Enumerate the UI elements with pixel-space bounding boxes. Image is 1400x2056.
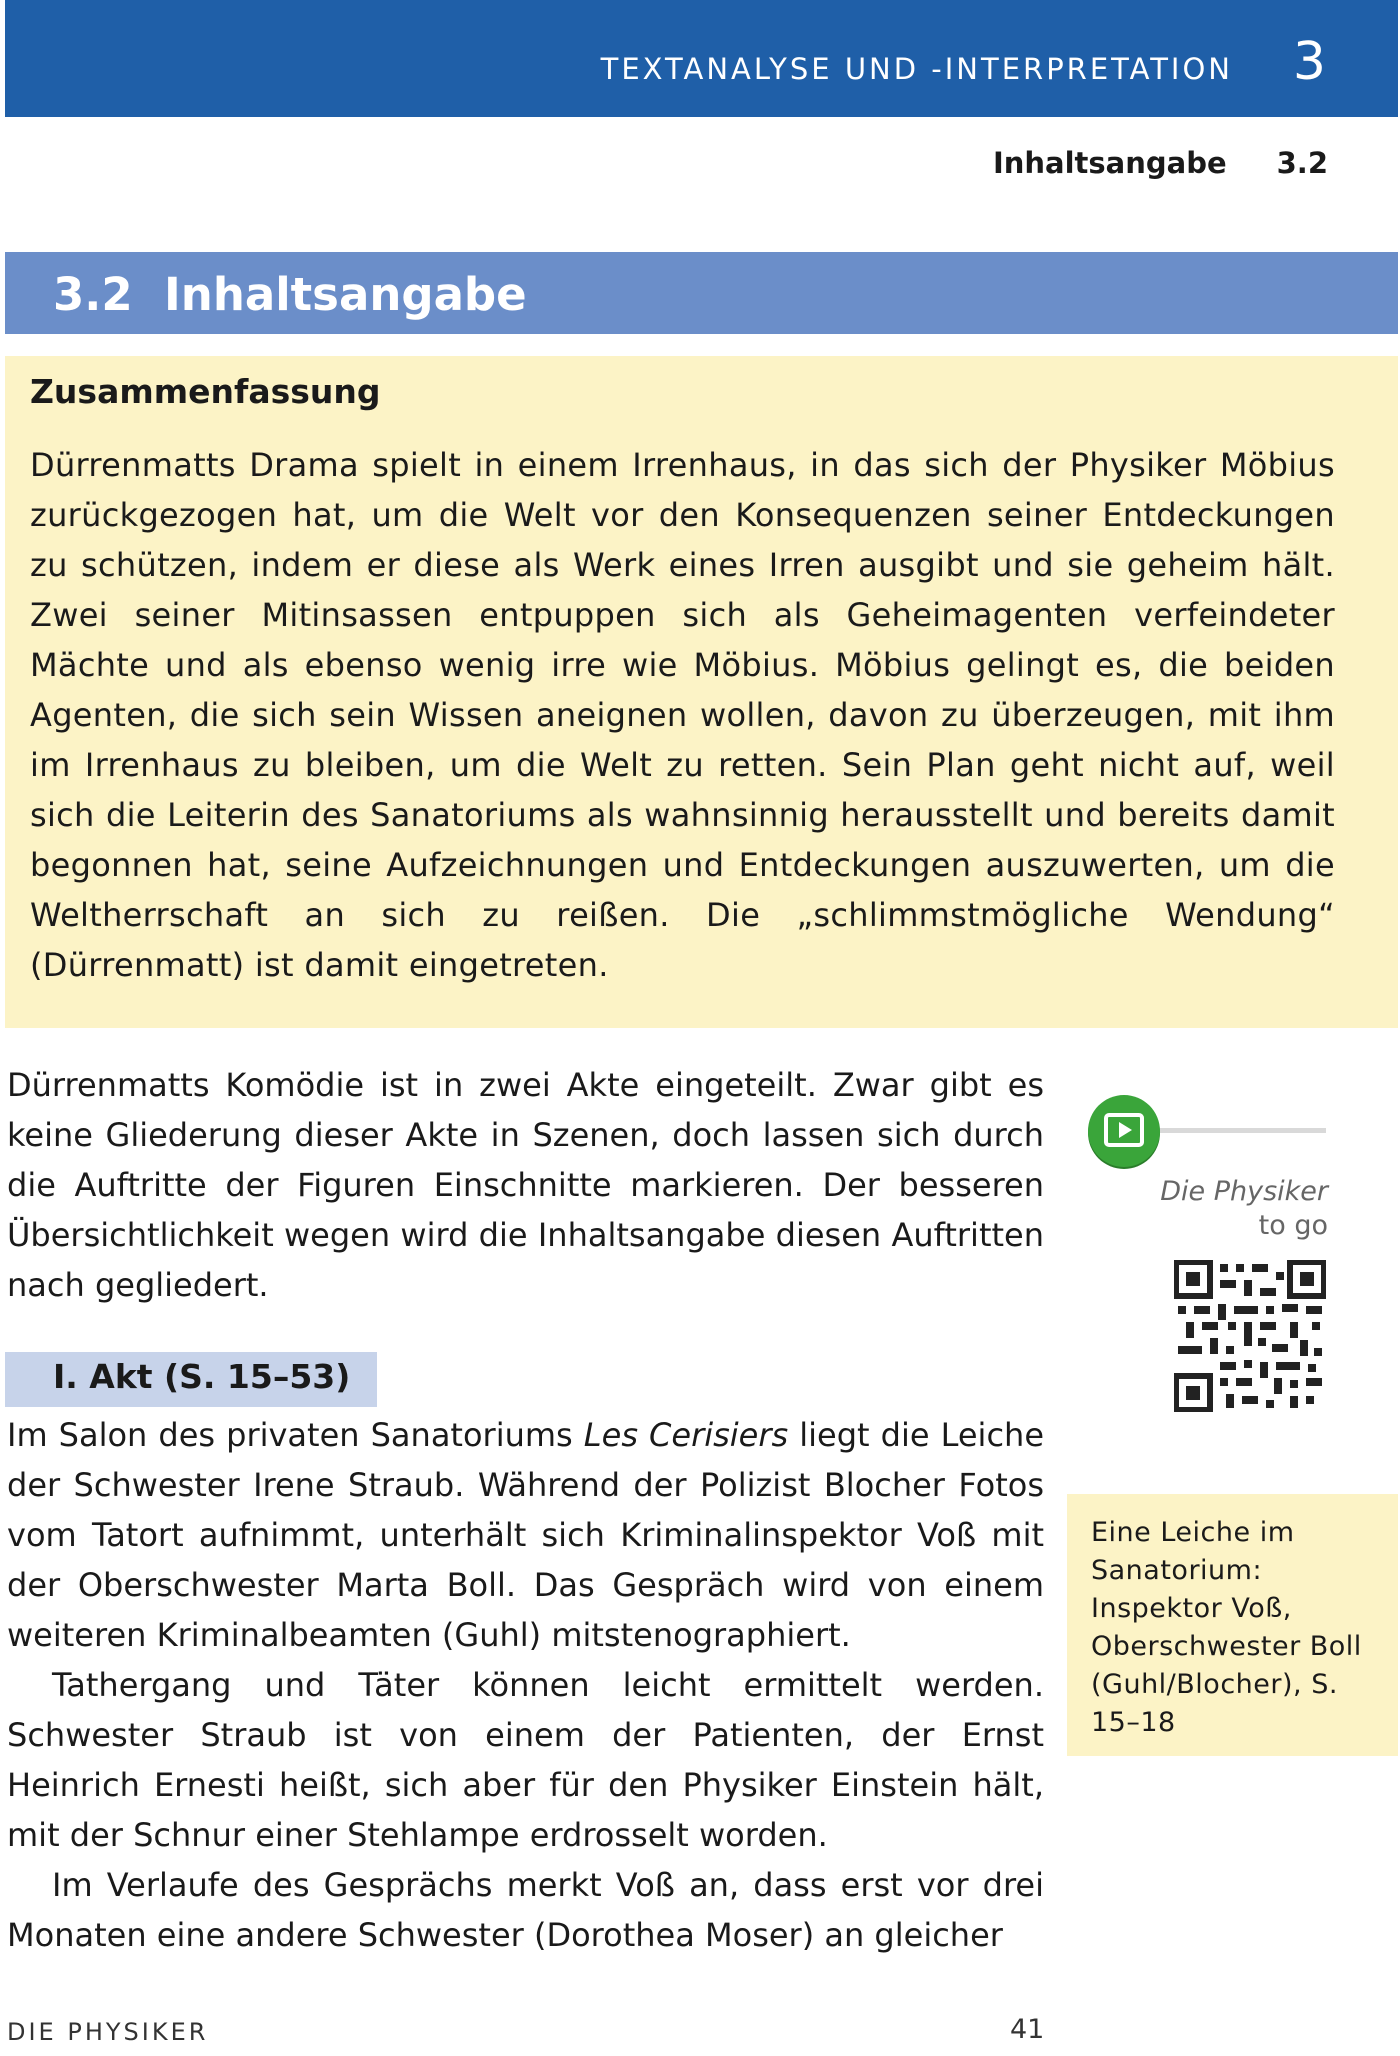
media-title-sub: to go — [1258, 1210, 1328, 1241]
intro-paragraph: Dürrenmatts Komödie ist in zwei Akte eingeteilt. Zwar gibt es keine Gliederung dieser Akte in Szenen, doch lassen sich durch die Auftritte der Figuren Einschnitte markieren. Der besseren Übersichtlichkeit wegen wird die Inhaltsangabe diesen Auftritten nach gegliedert. — [7, 1066, 1044, 1304]
chapter-number: 3 — [1292, 32, 1326, 92]
section-heading-bar — [5, 252, 1398, 334]
running-head — [993, 146, 1328, 180]
act-heading-bar — [5, 1352, 377, 1407]
act-paragraph-2: Tathergang und Täter können leicht ermittelt werden. Schwester Straub ist von einem der Patienten, der Ernst Heinrich Ernesti heißt, sich aber für den Physiker Einstein hält, mit der Schnur einer Stehlampe erdrosselt worden. — [7, 1666, 1044, 1854]
act-text — [7, 1410, 1044, 1960]
play-button[interactable] — [1088, 1095, 1160, 1167]
margin-note — [1067, 1494, 1398, 1756]
act-heading: I. Akt (S. 15–53) — [53, 1357, 351, 1396]
progress-line — [1160, 1128, 1326, 1133]
chapter-header-bar — [5, 0, 1398, 117]
summary-title: Zusammenfassung — [30, 372, 381, 411]
media-title-main: Die Physiker — [1160, 1176, 1328, 1207]
running-title: Inhaltsangabe — [992, 146, 1227, 180]
section-heading: 3.2 Inhaltsangabe — [53, 268, 527, 321]
video-link[interactable] — [1088, 1095, 1328, 1415]
summary-box — [5, 356, 1398, 1028]
running-number: 3.2 — [1276, 146, 1328, 180]
chapter-title: TEXTANALYSE UND -INTERPRETATION — [600, 52, 1233, 86]
qr-code-icon[interactable] — [1174, 1260, 1326, 1412]
play-video-icon — [1104, 1113, 1144, 1147]
margin-note-text: Eine Leiche im Sanatorium: Inspektor Voß, Oberschwester Boll (Guhl/Blocher), S. 15–18 — [1091, 1517, 1362, 1738]
sanatorium-name: Les Cerisiers — [583, 1416, 789, 1454]
act-paragraph-3: Im Verlaufe des Gesprächs merkt Voß an, dass erst vor drei Monaten eine andere Schwester (Dorothea Moser) an gleicher — [7, 1866, 1044, 1954]
footer-book-title: DIE PHYSIKER — [7, 2018, 209, 2046]
page-number: 41 — [1010, 2014, 1045, 2045]
act-paragraph-1: Im Salon des privaten Sanatoriums Les Cerisiers liegt die Leiche der Schwester Irene Straub. Während der Polizist Blocher Fotos vom Tatort aufnimmt, unterhält sich Kriminalinspektor Voß mit der Oberschwester Marta Boll. Das Gespräch wird von einem weiteren Kriminalbeamten (Guhl) mitstenographiert. — [7, 1416, 1045, 1654]
summary-text: Dürrenmatts Drama spielt in einem Irrenhaus, in das sich der Physiker Möbius zurückgezogen hat, um die Welt vor den Konsequenzen seiner Entdeckungen zu schützen, indem er diese als Werk eines Irren ausgibt und sie geheim hält. Zwei seiner Mitinsassen entpuppen sich als Geheimagenten verfeindeter Mächte und als ebenso wenig irre wie Möbius. Möbius gelingt es, die beiden Agenten, die sich sein Wissen aneignen wollen, davon zu überzeugen, mit ihm im Irrenhaus zu bleiben, um die Welt zu retten. Sein Plan geht nicht auf, weil sich die Leiterin des Sanatoriums als wahnsinnig herausstellt und bereits damit begonnen hat, seine Aufzeichnungen und Entdeckungen auszuwerten, um die Weltherrschaft an sich zu reißen. Die „schlimmstmögliche Wendung“ (Dürrenmatt) ist damit eingetreten. — [30, 446, 1335, 984]
media-title — [1160, 1175, 1328, 1243]
